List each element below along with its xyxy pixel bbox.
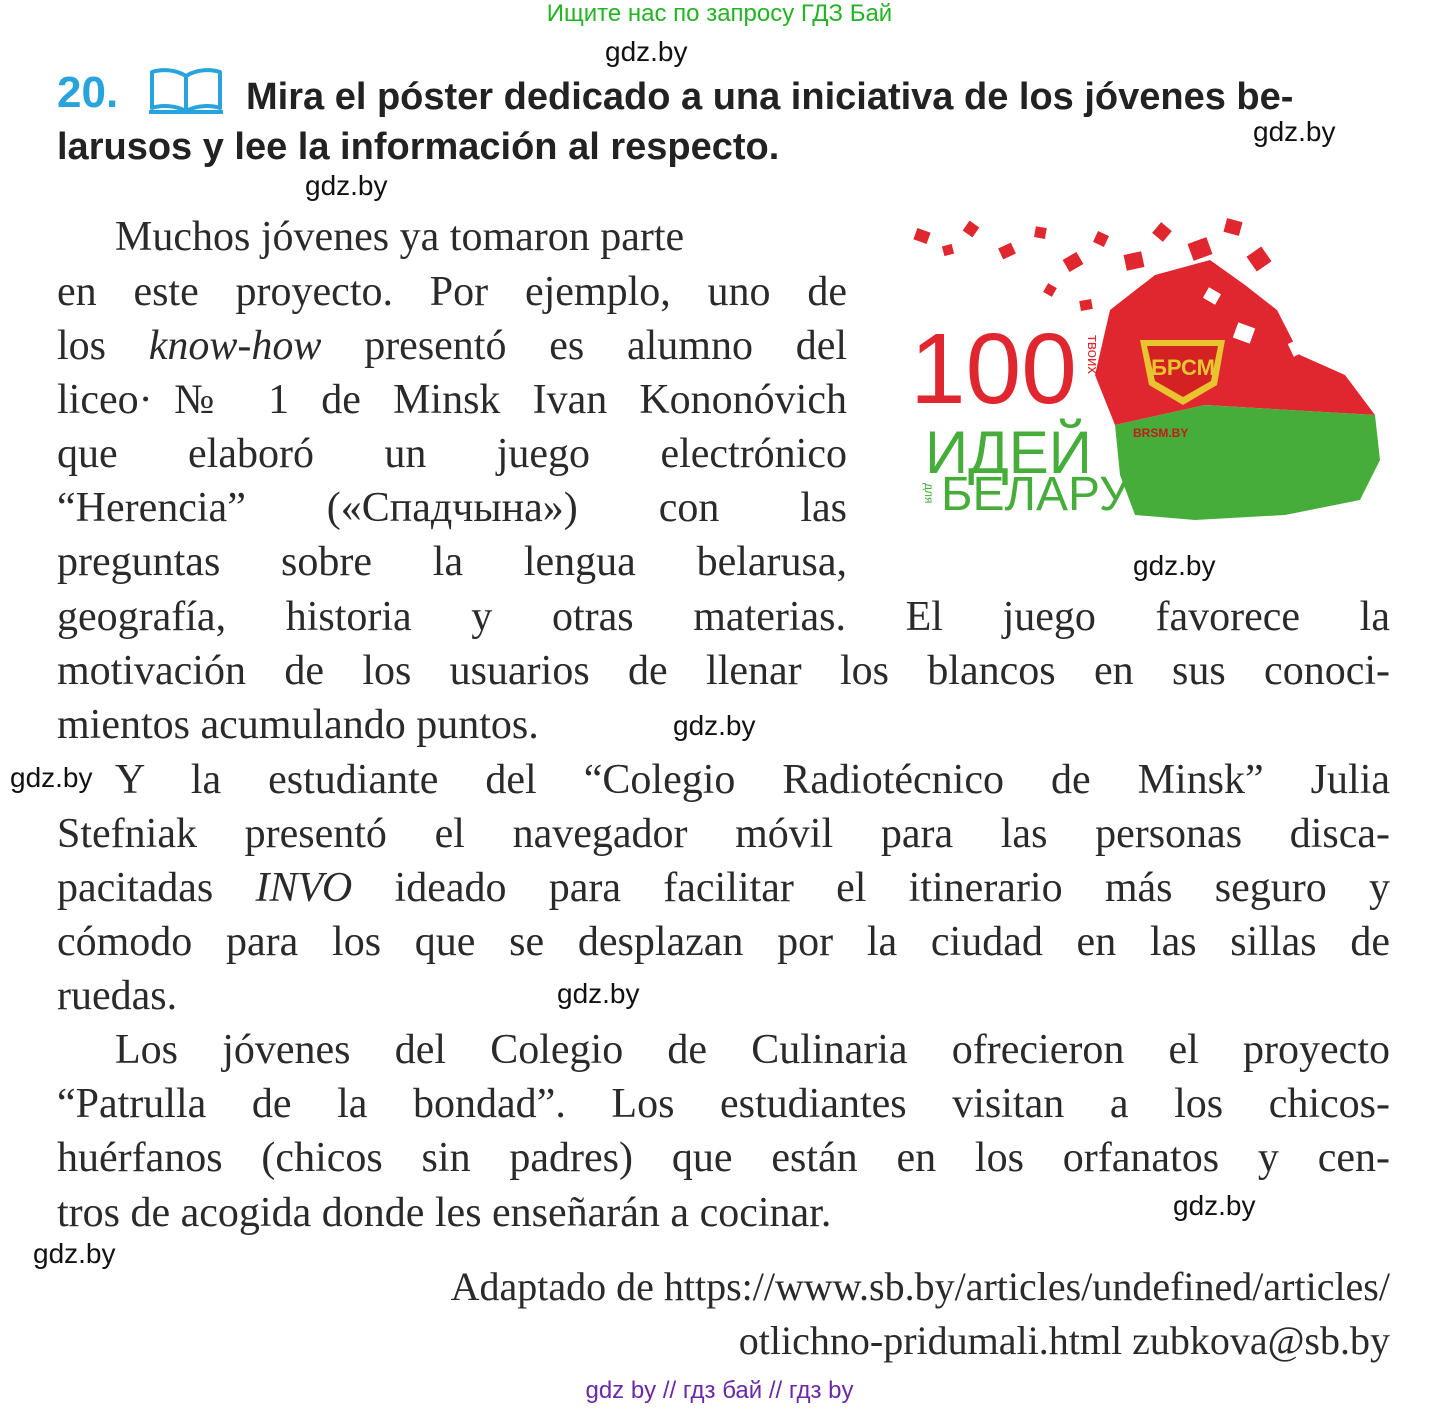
exercise-heading-line2: larusos y lee la información al respecto. <box>57 126 780 168</box>
paragraph1-line4: liceo·№ 1 de Minsk Ivan Kononóvich <box>57 377 847 423</box>
poster-number: 100 <box>910 313 1077 425</box>
text-run: pacitadas <box>57 865 256 911</box>
poster-small-for: для <box>922 483 936 504</box>
text-run: ideado para facilitar el itinerario más seguro y <box>352 865 1391 911</box>
paragraph2-line3 <box>57 861 1390 915</box>
watermark: gdz.by <box>10 762 93 793</box>
open-book-icon <box>147 66 225 116</box>
source-line1: Adaptado de https://www.sb.by/articles/undefined/articles/ <box>450 1264 1390 1309</box>
paragraph3-line2: “Patrulla de la bondad”. Los estudiantes visitan a los chicos- <box>57 1081 1390 1127</box>
exercise-heading-line1: Mira el póster dedicado a una iniciativa de los jóvenes be- <box>246 76 1294 118</box>
paragraph1-line10: mientos acumulando puntos. <box>57 702 539 748</box>
poster-word-ideas: ИДЕЙ <box>925 419 1092 486</box>
paragraph2-line1 <box>115 753 1390 807</box>
watermark: gdz.by <box>673 710 756 741</box>
paragraph1-line7: preguntas sobre la lengua belarusa, <box>57 539 847 585</box>
site-text: BRSM.BY <box>1133 426 1189 440</box>
poster-word-belarus: БЕЛАРУСИ <box>941 468 1199 521</box>
source-line2: otlichno-pridumali.html zubkova@sb.by <box>738 1318 1390 1363</box>
top-banner: Ищите нас по запросу ГДЗ Бай <box>546 0 893 27</box>
paragraph2-line5: ruedas. <box>57 973 178 1019</box>
paragraph2-line1-text: Y la estudiante del “Colegio Radiotécnico de Minsk” Julia <box>115 757 1390 803</box>
paragraph2-line4: cómodo para los que se desplazan por la ciudad en las sillas de <box>57 919 1390 965</box>
watermark: gdz.by <box>1173 1190 1256 1221</box>
text-run: presentó es alumno del <box>321 323 848 369</box>
paragraph1-line5: que elaboró un juego electrónico <box>57 431 847 477</box>
poster-small-word: твоих <box>1084 335 1101 374</box>
paragraph1-line1: Muchos jóvenes ya tomaron parte <box>115 214 685 260</box>
paragraph1-line6: “Herencia” («Спадчына») con las <box>57 485 847 531</box>
watermark: gdz.by <box>33 1238 116 1269</box>
map-red <box>1095 260 1375 425</box>
paragraph2-line2: Stefniak presentó el navegador móvil para las personas disca- <box>57 811 1390 857</box>
poster-100-ideas <box>905 215 1385 535</box>
footer: gdz by // гдз бай // гдз by <box>585 1377 854 1404</box>
paragraph1-line2: en este proyecto. Por ejemplo, uno de <box>57 269 847 315</box>
paragraph3-line1: Los jóvenes del Colegio de Culinaria ofrecieron el proyecto <box>115 1027 1390 1073</box>
italic-term: INVO <box>255 865 353 911</box>
paragraph3-line3: huérfanos (chicos sin padres) que están en los orfanatos y cen- <box>57 1135 1390 1181</box>
watermark: gdz.by <box>605 36 688 67</box>
watermark: gdz.by <box>1133 550 1216 581</box>
paragraph3-line4: tros de acogida donde les enseñarán a cocinar. <box>57 1190 832 1236</box>
paragraph1-line9: motivación de los usuarios de llenar los blancos en sus conoci- <box>57 648 1390 694</box>
paragraph1-line8: geografía, historia y otras materias. El juego favorece la <box>57 594 1390 640</box>
exercise-number: 20. <box>57 68 119 117</box>
italic-term: know-how <box>148 323 322 369</box>
watermark: gdz.by <box>557 978 640 1009</box>
paragraph1-line3 <box>57 319 847 373</box>
text-run: los <box>57 323 149 369</box>
watermark: gdz.by <box>1253 116 1336 147</box>
badge-text: БРСМ <box>1151 355 1215 380</box>
watermark: gdz.by <box>305 170 388 201</box>
